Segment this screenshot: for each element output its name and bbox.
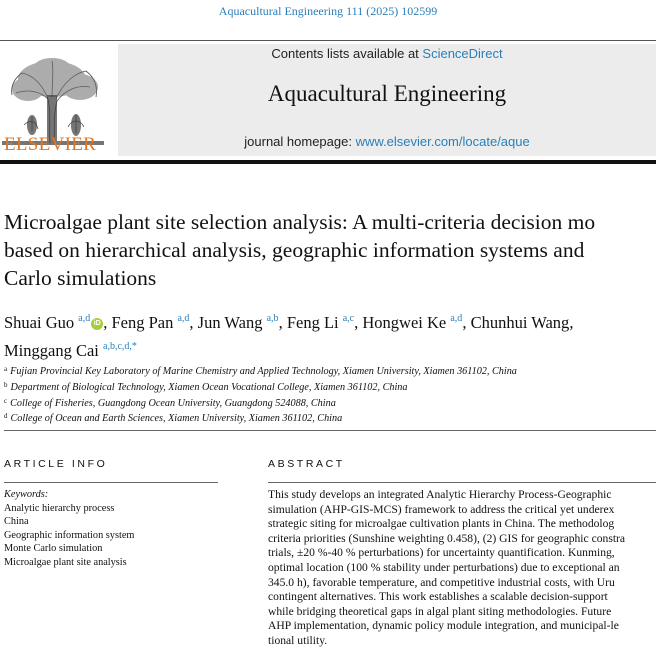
title-line: Carlo simulations: [4, 266, 157, 290]
abstract-line: strategic siting for microalgae cultivation plants in China. The methodolog: [268, 517, 615, 531]
affiliation-mark: d: [4, 412, 8, 421]
orcid-icon[interactable]: iD: [91, 318, 103, 330]
abstract-line: while bridging theoretical gaps in algal plant siting methodologies. Future: [268, 604, 612, 618]
affiliation-text: College of Fisheries, Guangdong Ocean University, Guangdong 524088, China: [10, 397, 336, 409]
abstract-line: simulation (AHP-GIS-MCS) framework to address the critical yet underex: [268, 502, 615, 516]
author-list: [4, 307, 656, 363]
journal-reference[interactable]: Aquacultural Engineering 111 (2025) 102599: [218, 4, 438, 18]
title-line: Microalgae plant site selection analysis: A multi-criteria decision mo: [4, 210, 596, 234]
keywords-label: Keywords:: [4, 489, 49, 500]
abstract-line: tional utility.: [268, 633, 328, 647]
abstract-line: This study develops an integrated Analytic Hierarchy Process-Geographic: [268, 488, 612, 501]
author-line: [4, 335, 656, 363]
abstract-text: [268, 488, 656, 649]
abstract-line: AHP implementation, dynamic policy module integration, and municipal-le: [268, 619, 619, 633]
author-name[interactable]: Hongwei Ke: [362, 313, 447, 332]
author-name[interactable]: Feng Li: [286, 313, 339, 332]
header-divider: [0, 160, 656, 164]
sciencedirect-link[interactable]: ScienceDirect: [422, 46, 503, 61]
contents-prefix: Contents lists available at: [271, 46, 423, 61]
affiliation-text: Department of Biological Technology, Xiamen Ocean Vocational College, Xiamen 361102, China: [10, 381, 408, 393]
author-affiliation-marks[interactable]: a,d: [450, 313, 463, 324]
journal-title: Aquacultural Engineering: [267, 81, 507, 106]
keywords-block: [4, 488, 214, 570]
affiliation-mark: c: [4, 396, 8, 405]
author-name[interactable]: Chunhui Wang: [470, 313, 570, 332]
author-name[interactable]: Jun Wang: [197, 313, 263, 332]
author-name[interactable]: Feng Pan: [111, 313, 174, 332]
article-info-divider: [4, 482, 218, 483]
section-divider: [4, 430, 656, 431]
abstract-line: 345.0 h), favorable temperature, and competitive industrial costs, with Uru: [268, 575, 615, 589]
author-name[interactable]: Minggang Cai: [4, 341, 99, 360]
author-affiliation-marks[interactable]: a,c: [342, 313, 355, 324]
keyword-item: Analytic hierarchy process: [4, 502, 115, 514]
abstract-line: criteria priorities (Sunshine weighting 0.458), (2) GIS for geographic constra: [268, 531, 626, 545]
author-affiliation-marks[interactable]: a,d: [177, 313, 190, 324]
affiliation-list: [4, 363, 654, 426]
abstract-heading: ABSTRACT: [268, 458, 345, 470]
author-affiliation-marks[interactable]: a,b,c,d,*: [103, 341, 137, 352]
header-rule: [0, 40, 656, 41]
affiliation-mark: b: [4, 380, 8, 389]
abstract-divider: [268, 482, 656, 483]
article-title: [4, 208, 656, 292]
author-name[interactable]: Shuai Guo: [4, 313, 75, 332]
homepage-line: [118, 134, 656, 149]
keyword-item: Monte Carlo simulation: [4, 543, 103, 555]
keyword-item: Microalgae plant site analysis: [4, 556, 127, 568]
affiliation-item: [4, 363, 654, 379]
title-line: based on hierarchical analysis, geographic information systems and: [4, 238, 585, 262]
article-info-heading: ARTICLE INFO: [4, 458, 108, 470]
homepage-prefix: journal homepage:: [244, 134, 356, 149]
keyword-item: China: [4, 516, 29, 528]
homepage-link[interactable]: www.elsevier.com/locate/aque: [355, 134, 530, 149]
abstract-line: optimal location (100 % stability under perturbations) due to exceptional an: [268, 560, 620, 574]
author-line: Shuai Guo $^{a,d}$ iD , Feng Pan $^{a,d}$, Jun Wang $^{a,b}$, Feng Li $^{a,c}$, Hongwei Ke $^{a,d}$, Chunhui Wang,: [4, 313, 574, 332]
affiliation-text: Fujian Provincial Key Laboratory of Marine Chemistry and Applied Technology, Xiamen University, Xiamen 361102, China: [10, 366, 517, 377]
author-affiliation-marks[interactable]: a,d: [78, 313, 91, 324]
contents-line: [118, 46, 656, 61]
affiliation-mark: a: [4, 365, 8, 373]
abstract-line: trials, ±20 %-40 % perturbations) for uncertainty quantification. Kunming,: [268, 546, 615, 560]
affiliation-item: [4, 410, 654, 426]
affiliation-text: College of Ocean and Earth Sciences, Xiamen University, Xiamen 361102, China: [10, 413, 343, 425]
affiliation-item: [4, 395, 654, 411]
author-affiliation-marks[interactable]: a,b: [266, 313, 279, 324]
publisher-wordmark[interactable]: ELSEVIER: [4, 134, 97, 155]
keyword-item: Geographic information system: [4, 529, 135, 541]
affiliation-item: [4, 379, 654, 395]
keywords-list: [4, 502, 214, 570]
abstract-line: contingent alternatives. This work establishes a scalable decision-support: [268, 590, 608, 604]
